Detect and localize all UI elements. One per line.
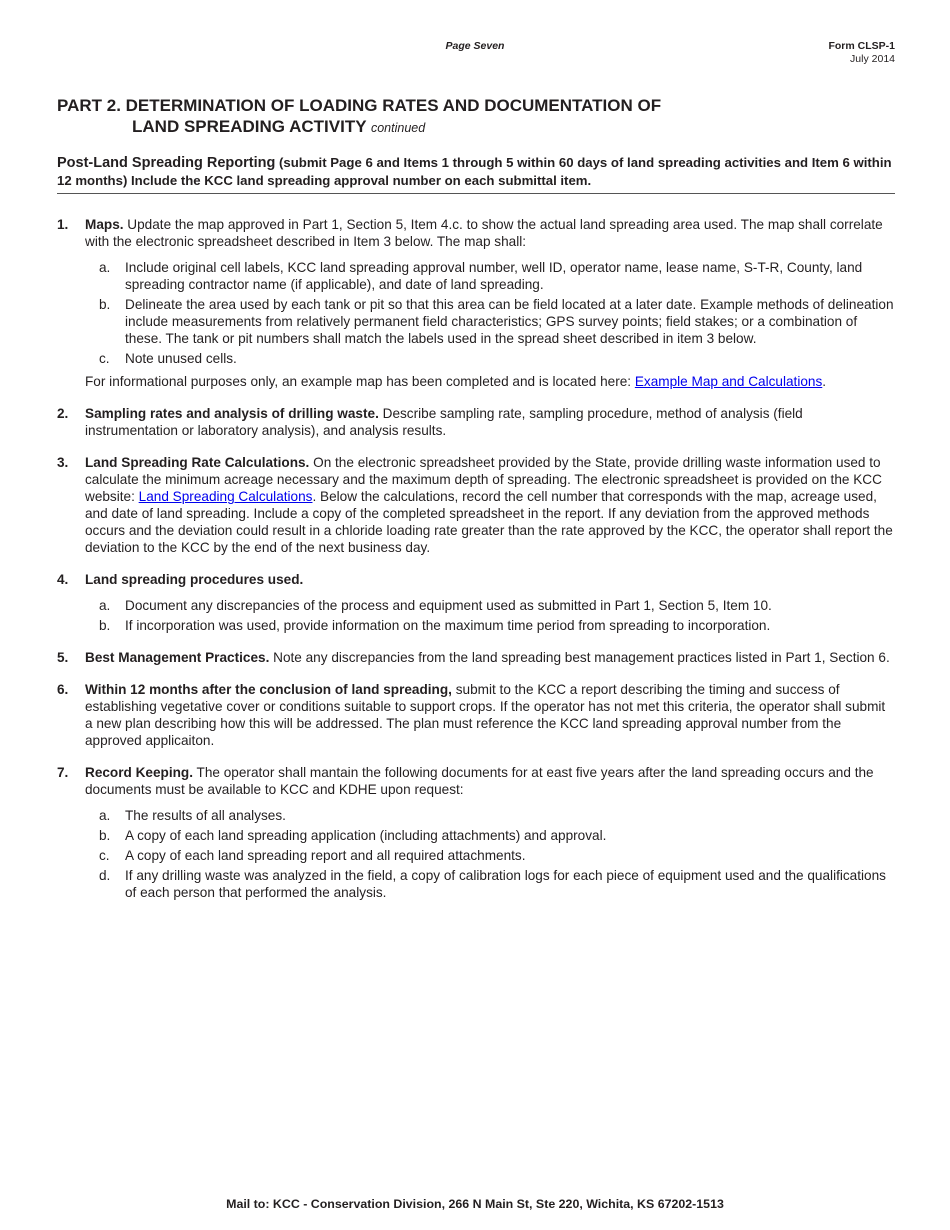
item-label: Best Management Practices. (85, 650, 270, 665)
sub-item (85, 296, 895, 347)
list-item-calculations (57, 454, 895, 556)
item-text: On the electronic spreadsheet provided by the State, provide drilling waste information used to calculate the minimum acreage necessary and the maximum depth of spreading. The electronic spreadsheet is provided on the KCC website: (85, 455, 882, 504)
item-text: Update the map approved in Part 1, Section 5, Item 4.c. to show the actual land spreading area used. The map shall correlate with the electronic spreadsheet described in Item 3 below. The map shall: (85, 217, 883, 249)
item-number: 7. (57, 765, 69, 780)
list-item-maps (57, 216, 895, 390)
item-number: 5. (57, 650, 69, 665)
mailing-address: Mail to: KCC - Conservation Division, 266 N Main St, Ste 220, Wichita, KS 67202-1513 (226, 1197, 724, 1211)
sub-text: Delineate the area used by each tank or pit so that this area can be field located at a later date. Example methods of delineation include measurements from relatively permanent field characteristics; GPS survey points; field stakes; or a combination of these. The tank or pit numbers shall match the labels used in the spread sheet described in item 3 below. (125, 297, 894, 346)
item-label: Sampling rates and analysis of drilling waste. (85, 406, 379, 421)
form-identifier (828, 40, 895, 66)
note-text: For informational purposes only, an example map has been completed and is located here: (85, 374, 635, 389)
sub-item (85, 847, 895, 864)
note-suffix: . (822, 374, 827, 389)
sub-text: Include original cell labels, KCC land spreading approval number, well ID, operator name, lease name, S-T-R, County, land spreading contractor name (if applicable), and date of land spreading. (125, 260, 863, 292)
sub-text: The results of all analyses. (125, 808, 286, 823)
item-label: Maps. (85, 217, 124, 232)
part-title-line2-text: LAND SPREADING ACTIVITY (132, 117, 367, 136)
sub-text: If incorporation was used, provide information on the maximum time period from spreading to incorporation. (125, 618, 771, 633)
land-spreading-calculations-link[interactable]: Land Spreading Calculations (138, 489, 313, 504)
instructions-list (57, 216, 895, 916)
sub-text: Note unused cells. (125, 351, 237, 366)
sub-letter: c. (99, 848, 110, 863)
item-number: 3. (57, 455, 69, 470)
item-label: Record Keeping. (85, 765, 194, 780)
form-id: Form CLSP-1 (828, 40, 895, 52)
part-title-line1: PART 2. DETERMINATION OF LOADING RATES AND DOCUMENTATION OF (57, 96, 662, 115)
continued-label: continued (370, 121, 426, 135)
list-item-record-keeping (57, 764, 895, 901)
item-text-continued: . Below the calculations, record the cell number that corresponds with the map, acreage used, and date of land spreading. Include a copy of the completed spreadsheet in the report. If any deviation from the approved methods occurs and the deviation could result in a chloride loading rate greater than the rate approved by the KCC, the operator shall report the deviation to the KCC by the end of the next business day. (85, 489, 893, 555)
form-date: July 2014 (850, 53, 895, 65)
sub-letter: b. (99, 828, 111, 843)
part-title (57, 95, 661, 139)
sub-item (85, 617, 895, 634)
sub-list (85, 597, 895, 634)
subheading-text: (submit Page 6 and Items 1 through 5 within 60 days of land spreading activities and Item 6 within 12 months) Include the KCC land spreading approval number on each submittal item. (57, 155, 892, 188)
list-item-best-practices (57, 649, 895, 666)
sub-list (85, 807, 895, 901)
item-label: Land Spreading Rate Calculations. (85, 455, 310, 470)
sub-letter: a. (99, 598, 111, 613)
sub-list (85, 259, 895, 367)
item-label: Within 12 months after the conclusion of land spreading, (85, 682, 452, 697)
list-item-sampling (57, 405, 895, 439)
sub-text: Document any discrepancies of the process and equipment used as submitted in Part 1, Section 5, Item 10. (125, 598, 772, 613)
sub-text: If any drilling waste was analyzed in the field, a copy of calibration logs for each piece of equipment used and the qualifications of each person that performed the analysis. (125, 868, 886, 900)
sub-letter: d. (99, 868, 111, 883)
sub-item (85, 597, 895, 614)
item-label: Land spreading procedures used. (85, 572, 304, 587)
item-text: The operator shall mantain the following documents for at east five years after the land spreading occurs and the documents must be available to KCC and KDHE upon request: (85, 765, 874, 797)
item-number: 1. (57, 217, 69, 232)
section-subheading (57, 154, 895, 189)
page-number-label: Page Seven (445, 40, 505, 52)
sub-item (85, 867, 895, 901)
sub-item (85, 259, 895, 293)
sub-letter: b. (99, 297, 111, 312)
item-text: Describe sampling rate, sampling procedure, method of analysis (field instrumentation or laboratory analysis), and analysis results. (85, 406, 803, 438)
sub-item (85, 827, 895, 844)
example-map-link[interactable]: Example Map and Calculations (634, 374, 823, 389)
item-number: 4. (57, 572, 69, 587)
sub-letter: a. (99, 260, 111, 275)
item-number: 2. (57, 406, 69, 421)
item-text: submit to the KCC a report describing the timing and success of establishing vegetative cover or conditions suitable to support crops. If the operator has not met this criteria, the operator shall submit a new plan describing how this will be addressed. The plan must reference the KCC land spreading approval number from the approved applicaiton. (85, 682, 886, 748)
sub-item (85, 350, 895, 367)
sub-text: A copy of each land spreading application (including attachments) and approval. (125, 828, 607, 843)
sub-item (85, 807, 895, 824)
sub-letter: b. (99, 618, 111, 633)
item-text: Note any discrepancies from the land spreading best management practices listed in Part 1, Section 6. (269, 650, 890, 665)
sub-letter: a. (99, 808, 111, 823)
divider (57, 193, 895, 194)
informational-note (85, 373, 895, 390)
list-item-procedures (57, 571, 895, 634)
list-item-twelve-months (57, 681, 895, 749)
sub-letter: c. (99, 351, 110, 366)
item-number: 6. (57, 682, 69, 697)
part-title-line2 (57, 116, 661, 139)
sub-text: A copy of each land spreading report and all required attachments. (125, 848, 526, 863)
subheading-lead: Post-Land Spreading Reporting (57, 155, 276, 171)
